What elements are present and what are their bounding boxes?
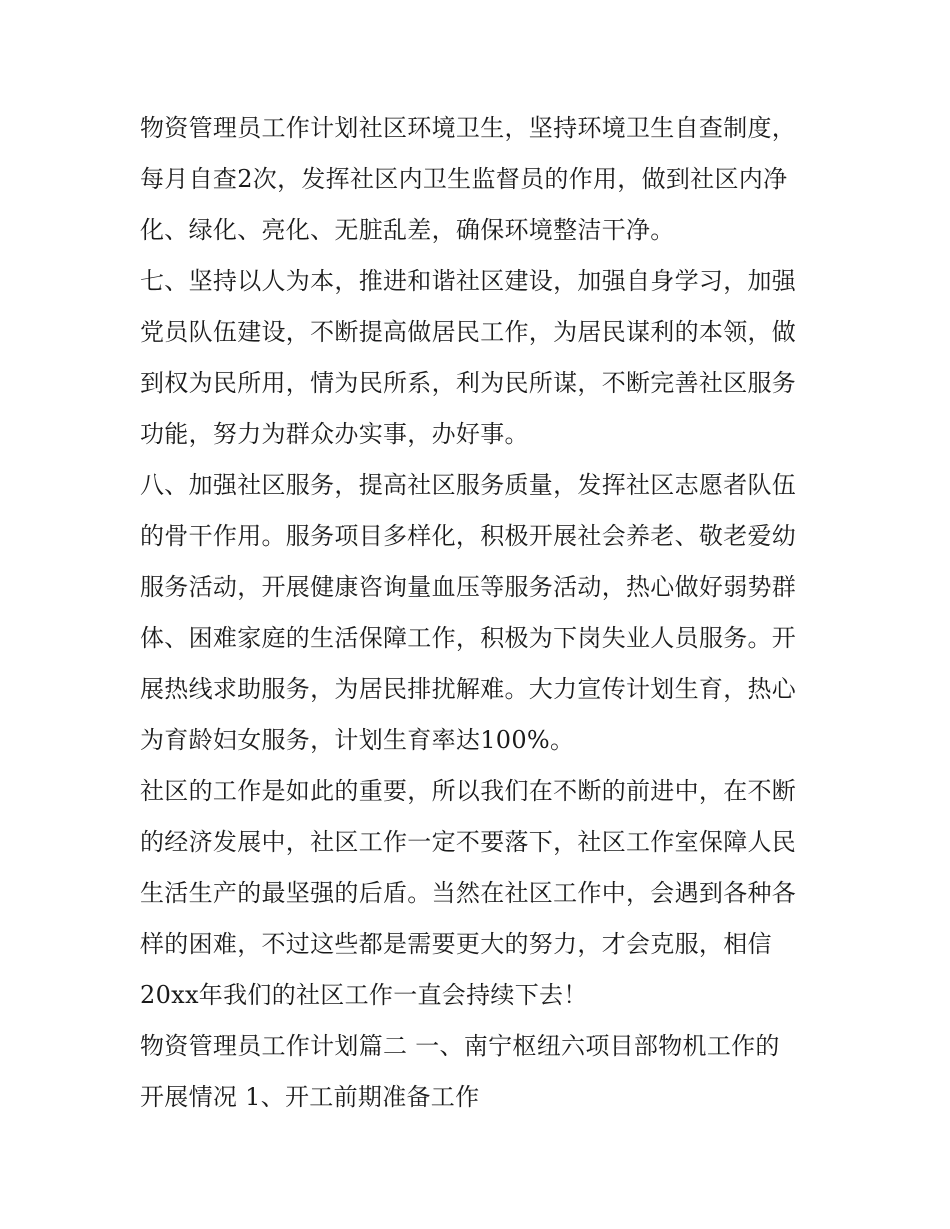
text-line: 到权为民所用，情为民所系，利为民所谋，不断完善社区服务 [140, 369, 797, 397]
text-line: 物资管理员工作计划社区环境卫生，坚持环境卫生自查制度， [140, 114, 797, 142]
text-line: 的骨干作用。服务项目多样化，积极开展社会养老、敬老爱幼 [140, 522, 797, 550]
text-line: 体、困难家庭的生活保障工作，积极为下岗失业人员服务。开 [140, 624, 797, 652]
text-line: 生活生产的最坚强的后盾。当然在社区工作中，会遇到各种各 [140, 879, 797, 907]
text-line: 八、加强社区服务，提高社区服务质量，发挥社区志愿者队伍 [140, 471, 797, 499]
text-line: 20xx年我们的社区工作一直会持续下去！ [140, 981, 588, 1009]
text-line: 服务活动，开展健康咨询量血压等服务活动，热心做好弱势群 [140, 573, 797, 601]
text-line: 物资管理员工作计划篇二 一、南宁枢纽六项目部物机工作的 [140, 1032, 780, 1060]
text-line: 展热线求助服务，为居民排扰解难。大力宣传计划生育，热心 [140, 675, 797, 703]
document-body [140, 103, 820, 1123]
text-line: 功能，努力为群众办实事，办好事。 [140, 420, 529, 448]
text-line: 为育龄妇女服务，计划生育率达100%。 [140, 726, 575, 754]
text-line: 七、坚持以人为本，推进和谐社区建设，加强自身学习，加强 [140, 267, 797, 295]
text-line: 党员队伍建设，不断提高做居民工作，为居民谋利的本领，做 [140, 318, 797, 346]
text-line: 开展情况 1、开工前期准备工作 [140, 1083, 480, 1111]
text-line: 的经济发展中，社区工作一定不要落下，社区工作室保障人民 [140, 828, 797, 856]
text-line: 化、绿化、亮化、无脏乱差，确保环境整洁干净。 [140, 216, 675, 244]
text-line: 每月自查2次，发挥社区内卫生监督员的作用，做到社区内净 [140, 165, 788, 193]
text-line: 社区的工作是如此的重要，所以我们在不断的前进中，在不断 [140, 777, 797, 805]
text-line: 样的困难，不过这些都是需要更大的努力，才会克服，相信 [140, 930, 772, 958]
